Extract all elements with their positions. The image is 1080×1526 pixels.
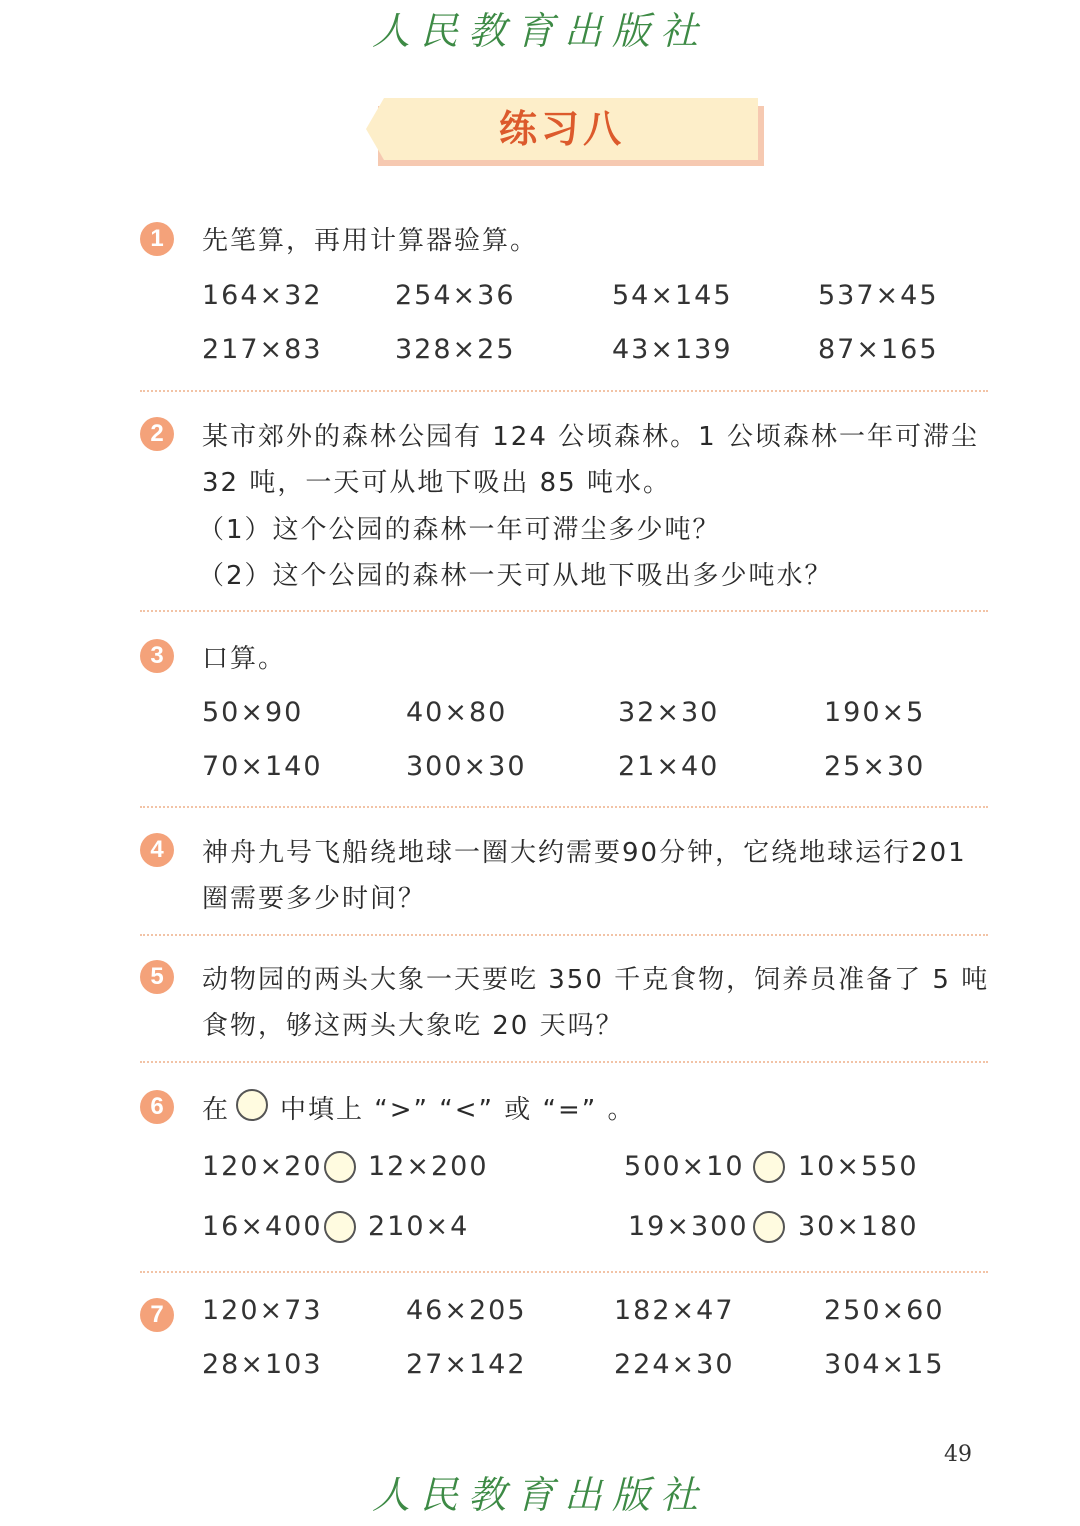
q6-right-expr: 210×4 — [368, 1211, 470, 1242]
q6-left-expr: 500×10 — [624, 1151, 745, 1182]
q6-left-expr: 16×400 — [202, 1211, 323, 1242]
q7-expr: 250×60 — [824, 1295, 945, 1326]
q7-expr: 28×103 — [202, 1349, 323, 1380]
comparison-answer-circle[interactable] — [324, 1211, 356, 1243]
comparison-answer-circle[interactable] — [324, 1151, 356, 1183]
question-1-text: 先笔算，再用计算器验算。 — [202, 226, 539, 256]
q6-right-expr: 30×180 — [798, 1211, 919, 1242]
q3-expr: 32×30 — [618, 697, 720, 728]
separator — [140, 390, 988, 392]
q6-left-expr: 120×20 — [202, 1151, 323, 1182]
q7-expr: 304×15 — [824, 1349, 945, 1380]
publisher-logo-bottom: 人民教育出版社 — [371, 1473, 708, 1517]
separator — [140, 934, 988, 936]
q6-left-expr: 19×300 — [628, 1211, 749, 1242]
q7-expr: 46×205 — [406, 1295, 527, 1326]
q7-expr: 182×47 — [614, 1295, 735, 1326]
question-3-text: 口算。 — [202, 644, 287, 674]
q3-expr: 70×140 — [202, 751, 323, 782]
question-5-line-2: 食物，够这两头大象吃 20 天吗？ — [202, 1011, 624, 1041]
question-2-sub-1: （1）这个公园的森林一年可滞尘多少吨？ — [198, 515, 721, 545]
publisher-logo-top: 人民教育出版社 — [371, 9, 708, 53]
question-6-text-end: 中填上 “>” “<” 或 “=” 。 — [280, 1095, 636, 1125]
page-number: 49 — [944, 1442, 972, 1467]
exercise-title-banner — [366, 98, 764, 166]
answer-circle-icon — [236, 1089, 268, 1121]
q7-expr: 27×142 — [406, 1349, 527, 1380]
q3-expr: 300×30 — [406, 751, 527, 782]
q6-right-expr: 12×200 — [368, 1151, 489, 1182]
q7-expr: 120×73 — [202, 1295, 323, 1326]
q3-expr: 50×90 — [202, 697, 304, 728]
q1-expr: 217×83 — [202, 334, 323, 365]
q1-expr: 43×139 — [612, 334, 733, 365]
q3-expr: 190×5 — [824, 697, 926, 728]
question-6-text-start: 在 — [202, 1095, 231, 1125]
separator — [140, 1271, 988, 1273]
q1-expr: 87×165 — [818, 334, 939, 365]
separator — [140, 806, 988, 808]
q1-expr: 537×45 — [818, 280, 939, 311]
question-number-6: 6 — [140, 1090, 174, 1124]
separator — [140, 610, 988, 612]
question-number-4: 4 — [140, 833, 174, 867]
question-4-line-1: 神舟九号飞船绕地球一圈大约需要90分钟，它绕地球运行201 — [202, 838, 967, 868]
question-2-line-1: 某市郊外的森林公园有 124 公顷森林。1 公顷森林一年可滞尘 — [202, 422, 979, 452]
comparison-answer-circle[interactable] — [753, 1211, 785, 1243]
question-number-5: 5 — [140, 960, 174, 994]
q7-expr: 224×30 — [614, 1349, 735, 1380]
question-number-7: 7 — [140, 1298, 174, 1332]
q1-expr: 54×145 — [612, 280, 733, 311]
q1-expr: 254×36 — [395, 280, 516, 311]
comparison-answer-circle[interactable] — [753, 1151, 785, 1183]
question-number-1: 1 — [140, 222, 174, 256]
question-number-2: 2 — [140, 417, 174, 451]
q6-right-expr: 10×550 — [798, 1151, 919, 1182]
question-4-line-2: 圈需要多少时间？ — [202, 884, 427, 914]
q1-expr: 164×32 — [202, 280, 323, 311]
question-2-sub-2: （2）这个公园的森林一天可从地下吸出多少吨水？ — [198, 561, 833, 591]
q3-expr: 40×80 — [406, 697, 508, 728]
separator — [140, 1061, 988, 1063]
question-number-3: 3 — [140, 639, 174, 673]
q3-expr: 21×40 — [618, 751, 720, 782]
q1-expr: 328×25 — [395, 334, 516, 365]
question-5-line-1: 动物园的两头大象一天要吃 350 千克食物，饲养员准备了 5 吨 — [202, 965, 990, 995]
question-2-line-2: 32 吨，一天可从地下吸出 85 吨水。 — [202, 468, 671, 498]
q3-expr: 25×30 — [824, 751, 926, 782]
exercise-title: 练习八 — [498, 107, 625, 151]
